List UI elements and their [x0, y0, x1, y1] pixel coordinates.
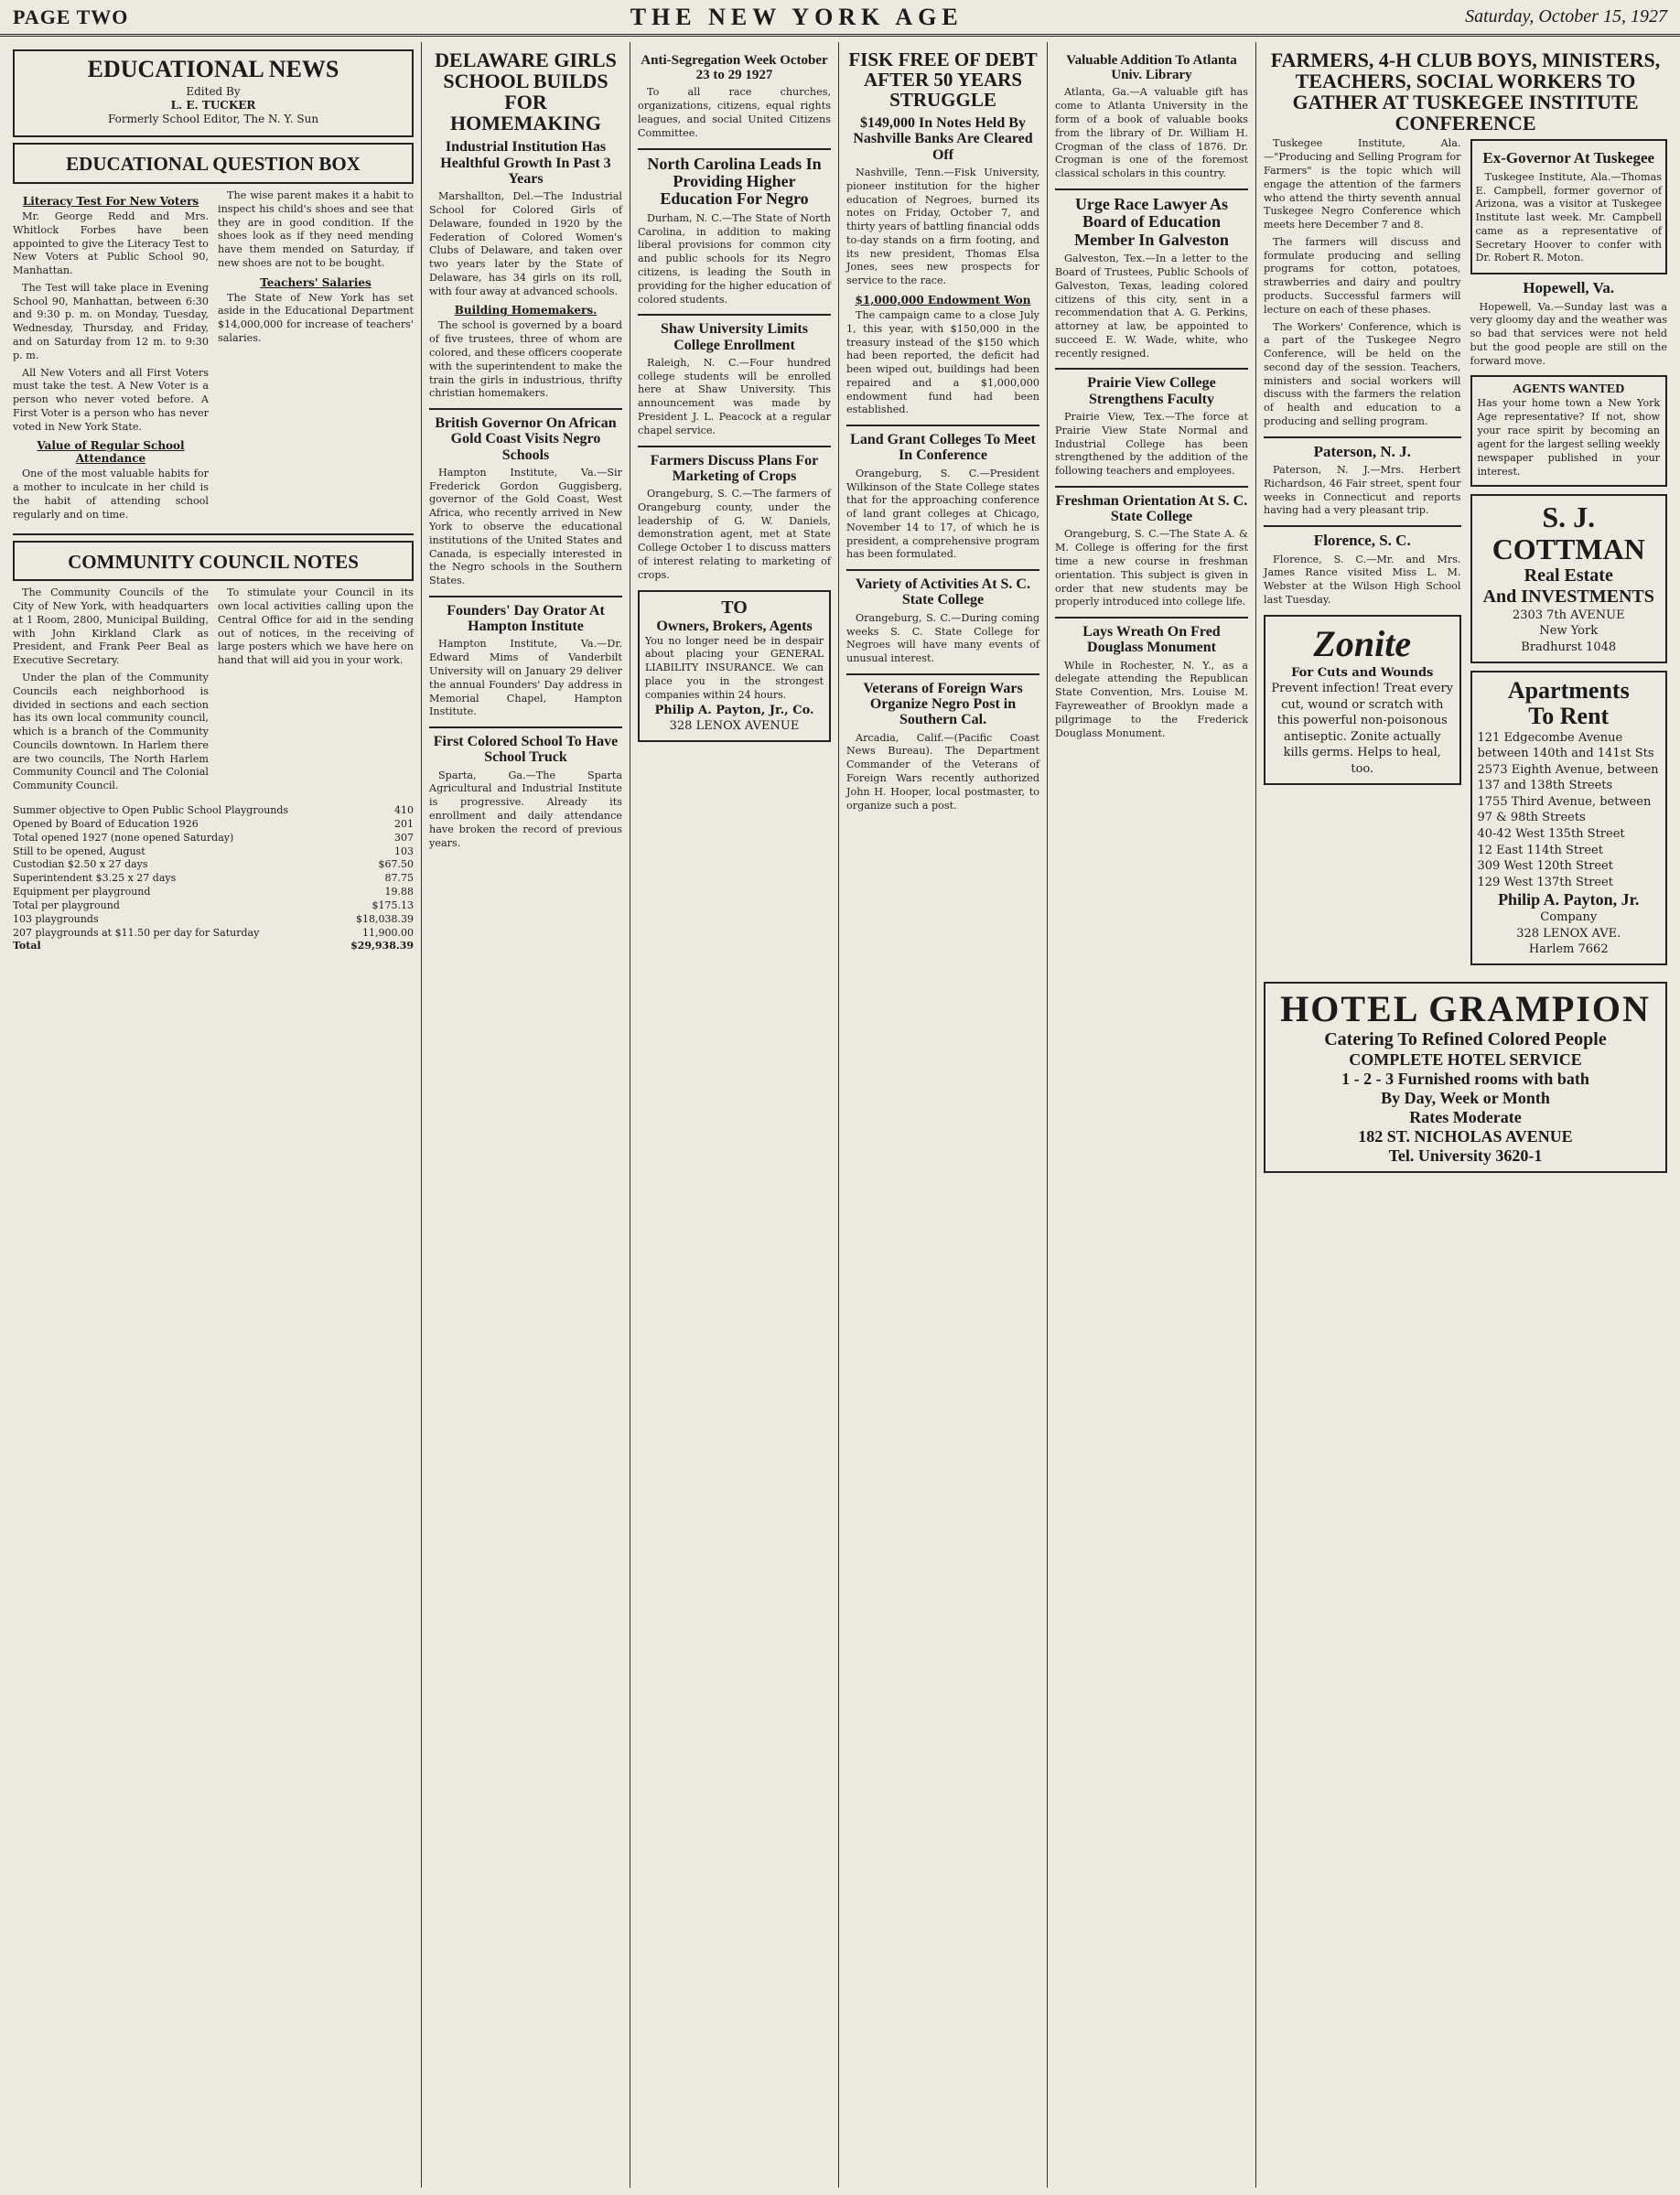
article-paragraph: The Test will take place in Evening School 90, Manhattan, between 6:30 and 9:30 p. m. on Monday, Tuesday, Wednesday, Thursday, and Friday, and on Saturday from 12 m. to 9:30 p. m.: [13, 281, 209, 361]
article-subhead: Teachers' Salaries: [260, 275, 372, 289]
divider: [638, 148, 831, 150]
headline: North Carolina Leads In Providing Higher Education For Negro: [647, 154, 822, 209]
apartment-listing: 1755 Third Avenue, between 97 & 98th Streets: [1477, 794, 1652, 825]
headline: Hopewell, Va.: [1523, 279, 1615, 297]
article-paragraph: To stimulate your Council in its own local activities calling upon the Central Office for aid in the sending out of notices, in the receiving of large posters which we have here on hand that will aid you in your work.: [218, 586, 414, 667]
divider: [638, 314, 831, 316]
article-paragraph: Orangeburg, S. C.—During coming weeks S. C. State College for Negroes will have many events of unusual interest.: [846, 611, 1039, 665]
cottman-line: Real Estate: [1524, 565, 1613, 586]
playground-table: [13, 804, 414, 953]
article-paragraph: Atlanta, Ga.—A valuable gift has come to Atlanta University in the form of a book of valuable books from the library of Dr. William H. Crogman of the class of 1876. Dr. Crogman is one of the foremost classical scholars in this country.: [1055, 86, 1248, 180]
article-paragraph: Mr. George Redd and Mrs. Whitlock Forbes have been appointed to give the Literacy Test to New Voters at Public School 90, Manhattan.: [13, 210, 209, 277]
cottman-line: And INVESTMENTS: [1482, 586, 1654, 607]
hotel-grampion-ad: [1264, 982, 1667, 1173]
headline: Anti-Segregation Week October 23 to 29 1927: [641, 53, 828, 83]
article-paragraph: The Community Councils of the City of New York, with headquarters at 1 Room, 2800, Municipal Building, with John Kirkland Clark as President, and Frank Peer Beal as Executive Secretary.: [13, 586, 209, 667]
two-subcolumns: [1264, 137, 1667, 972]
subcolumn-right: [218, 189, 414, 526]
column-educational-news: [5, 42, 422, 2188]
hotel-line: Rates Moderate: [1409, 1107, 1522, 1126]
column-delaware: [422, 42, 630, 2188]
headline: Urge Race Lawyer As Board of Education Member In Galveston: [1074, 194, 1229, 249]
ad-company: Philip A. Payton, Jr., Co.: [654, 703, 814, 717]
article-subhead: $1,000,000 Endowment Won: [855, 293, 1031, 307]
article-paragraph: Tuskegee Institute, Ala.—"Producing and Selling Program for Farmers" is the topic which will engage the attention of the farmers who attend the thirty seventh annual Tuskegee Negro Conference which meets here December 7 and 8.: [1264, 137, 1461, 231]
article-paragraph: The Workers' Conference, which is a part of the Tuskegee Negro Conference, will be held on the second day of the session. Teachers, ministers and social workers will discuss with the farmers the relation of health and education to a producing and selling program.: [1264, 320, 1461, 427]
cottman-city: New York: [1539, 624, 1599, 639]
headline: Valuable Addition To Atlanta Univ. Library: [1066, 53, 1237, 83]
column-fisk: [839, 42, 1048, 2188]
paper-name: THE NEW YORK AGE: [630, 3, 964, 30]
payton-line: Company: [1540, 910, 1598, 925]
headline: FISK FREE OF DEBT AFTER 50 YEARS STRUGGLE: [848, 48, 1038, 112]
apartment-listing: 129 West 137th Street: [1477, 875, 1613, 889]
article-paragraph: Prairie View, Tex.—The force at Prairie View State Normal and Industrial College has been strengthened by the addition of the following teachers and employees.: [1055, 410, 1248, 478]
apartments-ad: [1470, 671, 1668, 965]
divider: [846, 425, 1039, 426]
payton-name: Philip A. Payton, Jr.: [1498, 890, 1640, 909]
divider: [429, 726, 622, 728]
article-subhead: Literacy Test For New Voters: [22, 194, 199, 208]
headline: Farmers Discuss Plans For Marketing of Crops: [650, 452, 819, 484]
apartment-listing: 2573 Eighth Avenue, between 137 and 138th Streets: [1477, 762, 1659, 793]
table-row: Opened by Board of Education 1926 201: [13, 817, 414, 830]
article-paragraph: Orangeburg, S. C.—The farmers of Orangeburg county, under the leadership of G. W. Daniels, demonstration agent, met at State College October 1 to discuss matters of interest relating to marketing of crops.: [638, 488, 831, 581]
article-subhead: Value of Regular School Attendance: [37, 439, 185, 466]
article-paragraph: All New Voters and all First Voters must take the test. A New Voter is a person who never voted before. A First Voter is a person who has never voted in New York State.: [13, 366, 209, 433]
community-title: COMMUNITY COUNCIL NOTES: [68, 550, 359, 573]
ad-address: 328 LENOX AVENUE: [669, 719, 800, 734]
article-paragraph: Galveston, Tex.—In a letter to the Board of Trustees, Public Schools of Galveston, Texas, leading colored citizens of this city, sent in a recommendation that A. G. Perkins, attorney at law, be appointed to succeed E. W. Wade, white, who recently resigned.: [1055, 253, 1248, 360]
byline-note: Formerly School Editor, The N. Y. Sun: [107, 113, 319, 126]
apartment-listing: 121 Edgecombe Avenue between 140th and 141st Sts: [1477, 730, 1654, 761]
payton-line: Harlem 7662: [1528, 942, 1609, 957]
divider: [1055, 188, 1248, 190]
table-row: Still to be opened, August 103: [13, 845, 414, 857]
headline: Freshman Orientation At S. C. State College: [1055, 492, 1248, 525]
table-row: Total opened 1927 (none opened Saturday) 307: [13, 831, 414, 844]
columns: [5, 42, 1675, 2188]
agents-wanted-ad: [1470, 375, 1668, 486]
article-paragraph: Florence, S. C.—Mr. and Mrs. James Rance visited Miss L. M. Webster at the Wilson High School last Tuesday.: [1264, 553, 1461, 606]
section-title: EDUCATIONAL NEWS: [87, 56, 339, 82]
two-subcolumns: [13, 189, 414, 526]
headline: Lays Wreath On Fred Douglass Monument: [1082, 624, 1221, 656]
divider: [1055, 486, 1248, 488]
headline: Ex-Governor At Tuskegee: [1482, 149, 1655, 167]
divider: [1264, 436, 1461, 438]
byline: [18, 85, 408, 126]
headline: Prairie View College Strengthens Faculty: [1087, 375, 1216, 407]
hotel-name: HOTEL GRAMPION: [1280, 987, 1651, 1029]
divider: [429, 596, 622, 597]
headline: Founders' Day Orator At Hampton Institute: [447, 602, 605, 635]
divider: [429, 408, 622, 410]
apartments-title: Apartments: [1507, 676, 1630, 704]
question-box-title: EDUCATIONAL QUESTION BOX: [66, 153, 361, 176]
article-paragraph: Sparta, Ga.—The Sparta Agricultural and Industrial Institute is progressive. Already its enrollment and daily attendance have broken the record of previous years.: [429, 769, 622, 849]
hotel-line: By Day, Week or Month: [1381, 1088, 1550, 1107]
zonite-body: Prevent infection! Treat every cut, wound or scratch with this powerful non-poisonous antiseptic. Zonite actually kills germs. Helps to heal, too.: [1271, 682, 1454, 777]
article-paragraph: Paterson, N. J.—Mrs. Herbert Richardson, 46 Fair street, spent four weeks in Connecticut and reports having had a very pleasant trip.: [1264, 464, 1461, 517]
article-paragraph: One of the most valuable habits for a mother to inculcate in her child is the habit of attending school regularly and on time.: [13, 468, 209, 521]
article-paragraph: Orangeburg, S. C.—The State A. & M. College is offering for the first time a new course in freshman orientation. This subject is given in order that new students may be properly introduced into college life.: [1055, 528, 1248, 608]
cottman-name: S. J. COTTMAN: [1492, 500, 1645, 565]
table-row: Superintendent $3.25 x 27 days 87.75: [13, 872, 414, 885]
cottman-address: 2303 7th AVENUE: [1512, 608, 1625, 622]
headline: Variety of Activities At S. C. State College: [856, 576, 1030, 608]
apartment-listing: 12 East 114th Street: [1477, 843, 1603, 857]
table-row: Total per playground $175.13: [13, 898, 414, 911]
table-row: 207 playgrounds at $11.50 per day for Saturday 11,900.00: [13, 926, 414, 939]
table-row: Custodian $2.50 x 27 days $67.50: [13, 858, 414, 871]
article-paragraph: Hopewell, Va.—Sunday last was a very gloomy day and the weather was so bad that services were not held but the good people are still on the forward move.: [1470, 300, 1667, 367]
apartment-listing: 309 West 120th Street: [1477, 859, 1613, 874]
insurance-ad: [638, 590, 831, 742]
zonite-ad: [1264, 615, 1461, 785]
article-subhead: Building Homemakers.: [454, 304, 598, 317]
article-paragraph: The State of New York has set aside in the Educational Department $14,000,000 for increase of teachers' salaries.: [218, 291, 414, 344]
article-paragraph: Marshallton, Del.—The Industrial School for Colored Girls of Delaware, founded in 1920 by the Federation of Colored Women's Clubs of Delaware, and taken over two years later by the State of Delaware, has 34 girls on its roll, with four away at advanced schools.: [429, 190, 622, 297]
subcolumn-left: [1264, 137, 1461, 972]
headline: FARMERS, 4-H CLUB BOYS, MINISTERS, TEACHERS, SOCIAL WORKERS TO GATHER AT TUSKEGEE INSTITUTE CONFERENCE: [1270, 48, 1661, 135]
page-number: PAGE TWO: [13, 5, 129, 28]
zonite-tagline: For Cuts and Wounds: [1291, 665, 1434, 680]
community-subcolumns: [13, 586, 414, 797]
hotel-line: Catering To Refined Colored People: [1324, 1028, 1607, 1049]
article-paragraph: Orangeburg, S. C.—President Wilkinson of the State College states that for the approaching conference of land grant colleges at Chicago, November 14 to 17, of which he is president, a comprehensive program has been formulated.: [846, 467, 1039, 561]
table-row: Total $29,938.39: [13, 940, 414, 952]
headline: Shaw University Limits College Enrollment: [661, 321, 808, 353]
subheadline: Industrial Institution Has Healthful Growth In Past 3 Years: [440, 139, 611, 187]
hotel-line: COMPLETE HOTEL SERVICE: [1349, 1049, 1582, 1069]
headline: British Governor On African Gold Coast Visits Negro Schools: [435, 415, 617, 463]
article-paragraph: To all race churches, organizations, citizens, equal rights leagues, and social United Citizens Committee.: [638, 86, 831, 139]
table-row: Summer objective to Open Public School Playgrounds 410: [13, 803, 414, 816]
divider: [638, 446, 831, 447]
zonite-brand: Zonite: [1313, 622, 1412, 664]
article-paragraph: Tuskegee Institute, Ala.—Thomas E. Campbell, former governor of Arizona, was a visitor at Tuskegee Institute last week. Mr. Campbell came as a representative of Secretary Hoover to confer with Dr. Robert R. Moton.: [1475, 170, 1662, 264]
subcolumn-left: [13, 189, 209, 526]
ex-governor-box: [1470, 139, 1668, 274]
cottman-ad: [1470, 494, 1668, 663]
subcolumn-right: [218, 586, 414, 797]
ad-to: TO: [721, 597, 748, 618]
article-paragraph: Nashville, Tenn.—Fisk University, pioneer institution for the higher education of Negroes, burned its notes on Friday, October 7, and thirty years of battling financial odds to-day stands on a firm footing, and its new president, Thomas Elsa Jones, sees new prospects for service to the race.: [846, 166, 1039, 287]
divider: [1055, 368, 1248, 370]
headline: Land Grant Colleges To Meet In Conference: [850, 432, 1036, 464]
subheadline: $149,000 In Notes Held By Nashville Banks Are Cleared Off: [853, 115, 1033, 163]
article-paragraph: The farmers will discuss and formulate producing and selling programs for cotton, potatoes, strawberries and dairy and poultry products. Successful farmers will lecture on each of these phases.: [1264, 235, 1461, 316]
divider: [846, 569, 1039, 571]
issue-date: Saturday, October 15, 1927: [1465, 6, 1667, 27]
ad-heading: Owners, Brokers, Agents: [656, 618, 813, 634]
headline: Veterans of Foreign Wars Organize Negro Post in Southern Cal.: [863, 680, 1023, 728]
column-north-carolina: [630, 42, 839, 2188]
hotel-address: 182 ST. NICHOLAS AVENUE: [1358, 1126, 1573, 1146]
divider: [846, 673, 1039, 675]
article-paragraph: While in Rochester, N. Y., as a delegate attending the Republican State Convention, Mrs. Louise M. Fayreweather of Brooklyn made a pilgrimage to the Frederick Douglass Monument.: [1055, 659, 1248, 739]
divider: [1055, 617, 1248, 619]
headline: DELAWARE GIRLS SCHOOL BUILDS FOR HOMEMAKING: [435, 48, 617, 135]
payton-line: 328 LENOX AVE.: [1516, 926, 1621, 941]
cottman-phone: Bradhurst 1048: [1521, 640, 1617, 654]
article-paragraph: Hampton Institute, Va.—Dr. Edward Mims of Vanderbilt University will on January 29 deliver the annual Founders' Day address in Memorial Chapel, Hampton Institute.: [429, 638, 622, 718]
community-header: [13, 541, 414, 582]
headline: First Colored School To Have School Truck: [433, 734, 619, 766]
headline: Florence, S. C.: [1313, 532, 1411, 550]
headline: Paterson, N. J.: [1313, 442, 1411, 460]
subcolumn-left: [13, 586, 209, 797]
article-paragraph: The school is governed by a board of five trustees, three of whom are colored, and these officers cooperate with the superintendent to make the train the girls in industrious, thrifty christian homemakers.: [429, 319, 622, 400]
article-paragraph: Under the plan of the Community Councils each neighborhood is divided in sections and each section has its own local community council, which is a branch of the Community Councils downtown. In Harlem there are two councils, The North Harlem Community Council and The Colonial Community Council.: [13, 671, 209, 792]
divider: [1264, 525, 1461, 527]
hotel-phone: Tel. University 3620-1: [1388, 1146, 1543, 1165]
column-tuskegee: [1256, 42, 1675, 2188]
divider: [13, 533, 414, 535]
apartments-title: To Rent: [1528, 703, 1610, 730]
subcolumn-right: [1470, 137, 1668, 972]
article-paragraph: The campaign came to a close July 1, this year, with $150,000 in the treasury instead of the $150 which had been reported, the deficit had been wiped out, buildings had been repaired and a $1,000,000 endowment fund had been established.: [846, 308, 1039, 416]
article-paragraph: Hampton Institute, Va.—Sir Frederick Gordon Guggisberg, governor of the Gold Coast, West Africa, who recently arrived in New York to observe the educational institutions of the United States and Canada, is especially interested in the Negro schools in the Southern States.: [429, 466, 622, 587]
article-paragraph: The wise parent makes it a habit to inspect his child's shoes and see that they are in good condition. If the shoes look as if they need mending have them mended on Saturday, if new shoes are not to be bought.: [218, 188, 414, 269]
byline-editor: L. E. TUCKER: [170, 99, 256, 113]
educational-news-header: [13, 49, 414, 137]
masthead: [0, 0, 1680, 37]
table-row: 103 playgrounds $18,038.39: [13, 912, 414, 925]
question-box-header: [13, 143, 414, 184]
byline-edited: Edited By: [186, 85, 241, 99]
table-row: Equipment per playground 19.88: [13, 886, 414, 898]
hotel-line: 1 - 2 - 3 Furnished rooms with bath: [1341, 1069, 1589, 1088]
column-atlanta: [1048, 42, 1256, 2188]
agents-body: Has your home town a New York Age representative? If not, show your race spirit by becoming an agent for the largest selling weekly newspaper published in your interest.: [1477, 397, 1660, 478]
ad-body: You no longer need be in despair about placing your GENERAL LIABILITY INSURANCE. We can place you in the strongest companies within 24 hours.: [645, 634, 824, 701]
article-paragraph: Durham, N. C.—The State of North Carolina, in addition to making liberal provisions for common city and public schools for its Negro citizens, is leading the South in providing for the higher education of colored students.: [638, 211, 831, 306]
article-paragraph: Arcadia, Calif.—(Pacific Coast News Bureau). The Department Commander of the Veterans of Foreign Wars recently authorized John H. Hooper, local postmaster, to organize such a post.: [846, 731, 1039, 812]
apartment-listing: 40-42 West 135th Street: [1477, 827, 1625, 842]
agents-heading: AGENTS WANTED: [1513, 382, 1625, 397]
article-paragraph: Raleigh, N. C.—Four hundred college students will be enrolled here at Shaw University. This announcement was made by President J. L. Peacock at a regular chapel service.: [638, 356, 831, 436]
